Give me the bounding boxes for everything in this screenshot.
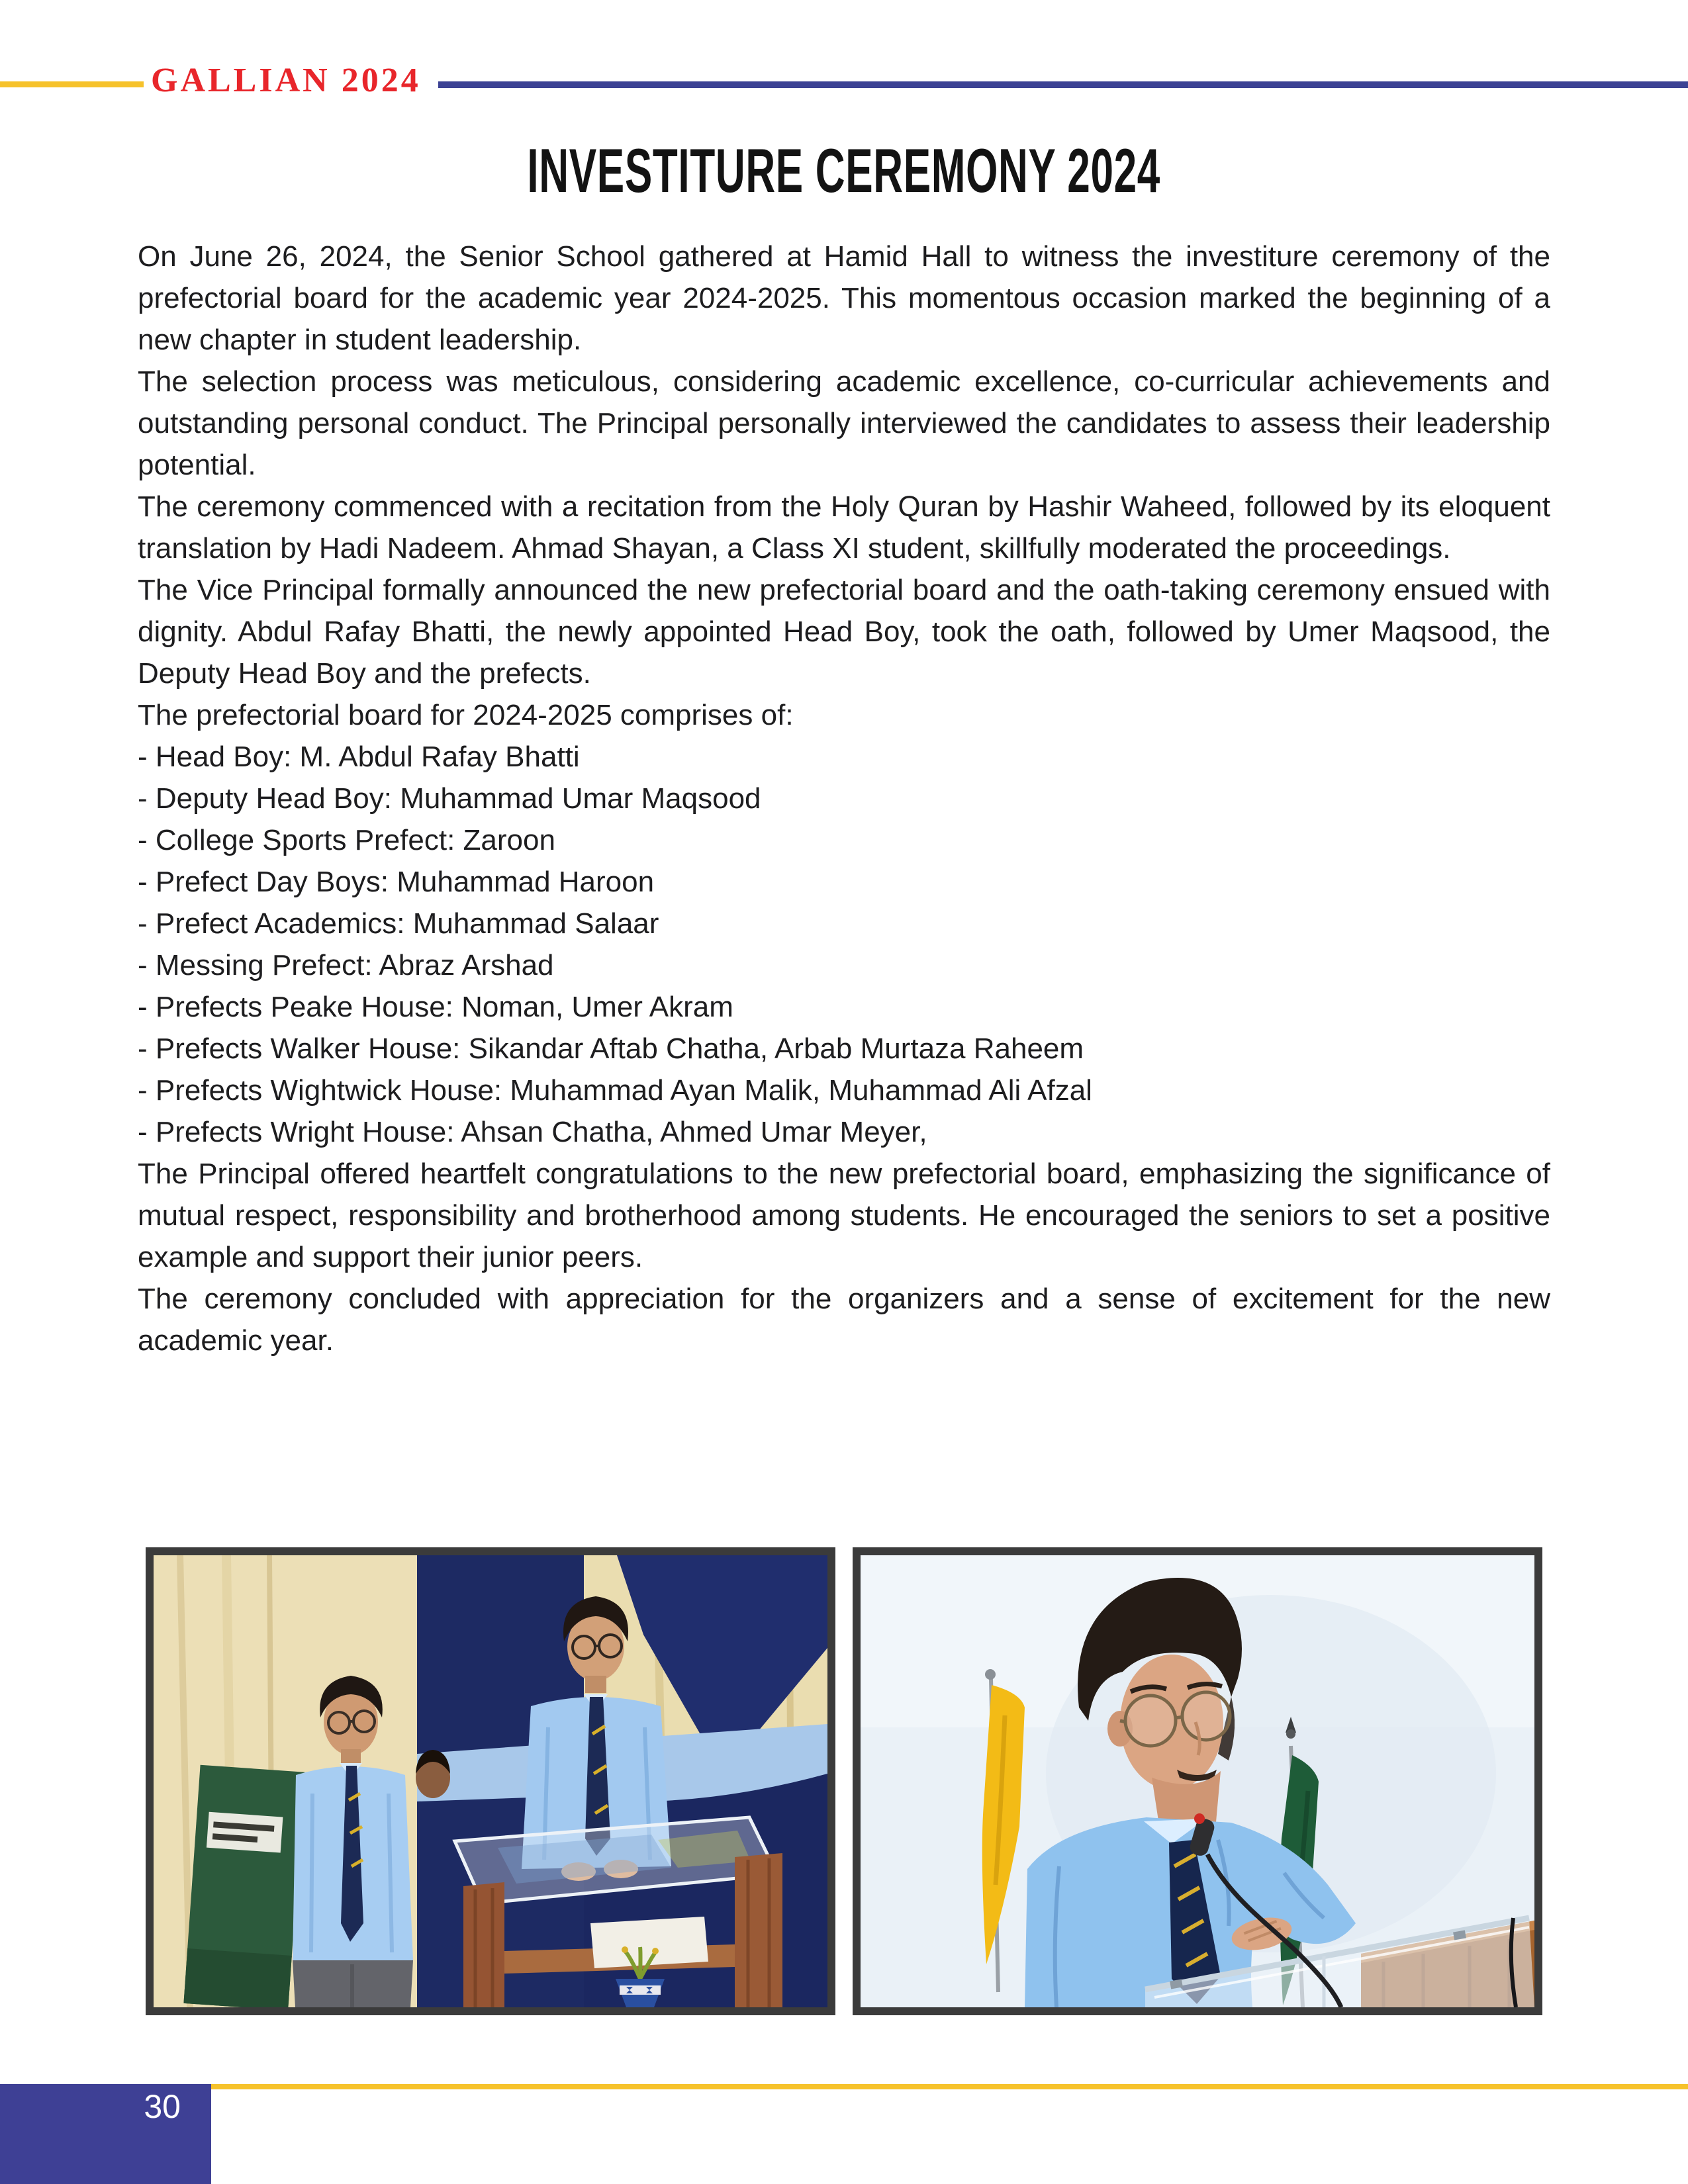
magazine-title: GALLIAN 2024 bbox=[151, 62, 421, 99]
board-list-item: - Messing Prefect: Abraz Arshad bbox=[138, 949, 554, 981]
page-title-text: INVESTITURE CEREMONY 2024 bbox=[527, 136, 1161, 205]
page-number: 30 bbox=[144, 2088, 181, 2125]
header-rule-yellow bbox=[0, 81, 144, 87]
board-list-item: - Prefects Wright House: Ahsan Chatha, Ahmed Umar Meyer, bbox=[138, 1116, 927, 1148]
student-background-figure bbox=[416, 1750, 450, 1798]
paragraph-congratulations: The Principal offered heartfelt congratulations to the new prefectorial board, emphasizing the significance of mutual respect, responsibility and brotherhood among students. He encouraged the seniors to set a positive example and support their junior peers. bbox=[138, 1158, 1550, 1273]
house-banner bbox=[183, 1765, 305, 2007]
paragraph-selection: The selection process was meticulous, considering academic excellence, co-curricular achievements and outstanding personal conduct. The Principal personally interviewed the candidates to assess their leadership potential. bbox=[138, 365, 1550, 481]
board-list-item: - Deputy Head Boy: Muhammad Umar Maqsood bbox=[138, 782, 761, 815]
article-body bbox=[138, 236, 1550, 1361]
photo-left-illustration bbox=[154, 1555, 827, 2007]
paragraph-conclusion: The ceremony concluded with appreciation for the organizers and a sense of excitement for the new academic year. bbox=[138, 1283, 1550, 1357]
board-list-item: - Prefect Academics: Muhammad Salaar bbox=[138, 907, 659, 940]
board-list-item: - Prefects Walker House: Sikandar Aftab Chatha, Arbab Murtaza Raheem bbox=[138, 1032, 1084, 1065]
photo-prefects-at-lectern bbox=[146, 1547, 835, 2015]
paragraph-intro: On June 26, 2024, the Senior School gathered at Hamid Hall to witness the investiture ceremony of the prefectorial board for the academic year 2024-2025. This momentous occasion marked the beginning of a new chapter in student leadership. bbox=[138, 240, 1550, 356]
page-title bbox=[138, 138, 1550, 204]
page-number-box bbox=[0, 2084, 211, 2184]
board-list-item: - Prefect Day Boys: Muhammad Haroon bbox=[138, 866, 655, 898]
photo-right-illustration bbox=[861, 1555, 1534, 2007]
paragraph-recitation: The ceremony commenced with a recitation from the Holy Quran by Hashir Waheed, followed by its eloquent translation by Hadi Nadeem. Ahmad Shayan, a Class XI student, skillfully moderated the proceedings. bbox=[138, 490, 1550, 565]
photo-speaker-at-podium bbox=[853, 1547, 1542, 2015]
board-list-item: - Head Boy: M. Abdul Rafay Bhatti bbox=[138, 741, 580, 773]
board-list-item: - Prefects Wightwick House: Muhammad Ayan Malik, Muhammad Ali Afzal bbox=[138, 1074, 1092, 1107]
paragraph-board-lead: The prefectorial board for 2024-2025 comprises of: bbox=[138, 699, 794, 731]
paragraph-oath: The Vice Principal formally announced the new prefectorial board and the oath-taking ceremony ensued with dignity. Abdul Rafay Bhatti, the newly appointed Head Boy, took the oath, followed by Umer Maqsood, the Deputy Head Boy and the prefects. bbox=[138, 574, 1550, 690]
header-rule-blue bbox=[438, 81, 1688, 88]
board-list-item: - Prefects Peake House: Noman, Umer Akram bbox=[138, 991, 733, 1023]
board-list-item: - College Sports Prefect: Zaroon bbox=[138, 824, 555, 856]
footer-rule-yellow bbox=[211, 2084, 1688, 2089]
